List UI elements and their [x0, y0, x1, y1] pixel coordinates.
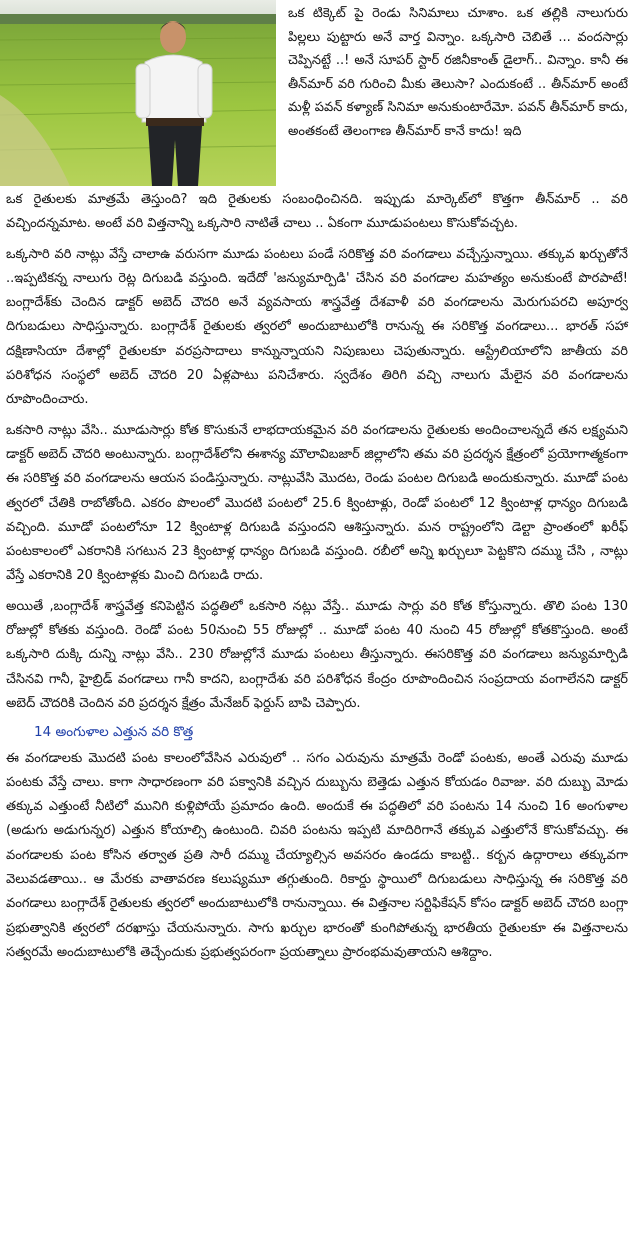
paragraph: అయితే ,బంగ్లాదేశ్ శాస్త్రవేత్త కనిపెట్టిన పద్ధతిలో ఒకసారి నట్లు వేస్తే.. మూడు సార్లు వరి కోత కోస్తున్నారు. తొలి పంట 130 రోజుల్లో కోతకు వస్తుంది. రెండో పంట 50నుంచి 55 రోజుల్లో .. మూడో పంట 40 నుంచి 45 రోజుల్లో కోతకొస్తుంది. అంటే ఒక్కసారి దుక్కి దున్ని నాట్లు వేసి.. 230 రోజుల్లోనే మూడు పంటలు తీస్తున్నారు. ఈసరికొత్త వరి వంగడాలు జన్యుమార్పిడి చేసినవి గానీ, హైబ్రిడ్ వంగడాలు గానీ కాదని, బంగ్లాదేశు వరి పరిశోధన కేంద్రం రూపొందించిన సంప్రదాయ వంగాలేనని డాక్టర్ అబెద్ చౌదరికి చెందిన వరి ప్రదర్శన క్షేత్రం మేనేజర్ ఫెర్దుస్ బాపి చెప్పారు. [6, 598, 628, 711]
article-body [6, 188, 628, 969]
paragraph: ఒక రైతులకు మాత్రమే తెస్తుంది? ఇది రైతులకు సంబంధించినది. ఇప్పుడు మార్కెట్‌లో కొత్తగా తీన్‌మార్ .. వరి వచ్చిందన్నమాట. అంటే వరి విత్తనాన్ని ఒక్కసారి నాటితే చాలు .. ఏకంగా మూడుపంటలు కొసుకోవచ్చట. [6, 192, 628, 232]
intro-paragraph: ఒక టిక్కెట్ పై రెండు సినిమాలు చూశాం. ఒక తల్లికి నాలుగురు పిల్లలు పుట్టారు అనే వార్త విన్నాం. ఒక్కసారి చెబితే ... వందసార్లు చెప్పినట్టే ..! అనే సూపర్ స్టార్ రజినీకాంత్ డైలాగ్.. విన్నాం. కానీ ఈ తీన్‌మార్ వరి గురించి మీకు తెలుసా? ఎందుకంటే .. తీన్‌మార్ అంటే మళ్లీ పవన్ కళ్యాణ్ సినిమా అనుకుంటారేమో. పవన్ తీన్‌మార్ కాదు, అంతకంటే తెలంగాణ తీన్‌మార్ కానే కాదు! ఇది [288, 6, 628, 139]
paragraph: ఈ వంగడాలకు మొదటి పంట కాలంలోవేసిన ఎరువులో .. సగం ఎరువును మాత్రమే రెండో పంటకు, అంతే ఎరువు మూడు పంటకు వేస్తే చాలు. కాగా సాధారణంగా వరి పక్వానికి వచ్చిన దుబ్బును బెత్తెడు ఎత్తున కోయడం రివాజు. వరి దుబ్బు మోడు తక్కువ ఎత్తుంటే నీటిలో మునిగి కుళ్లిపోయే ప్రమాదం ఉంది. అందుకే ఈ పద్ధతిలో వరి పంటను 14 నుంచి 16 అంగుళాల (అడుగు అడుగున్నర) ఎత్తున కోయాల్సి ఉంటుంది. చివరి పంటను ఇప్పటి మాదిరిగానే తక్కువ ఎత్తులోనే కొసుకోవచ్చు. ఈ వంగడాలకు పంట కోసిన తర్వాత ప్రతి సారీ దమ్ము చేయ్యాల్సిన అవసరం ఉండదు కాబట్టి.. కర్బన ఉద్గారాలు తక్కువగా వెలువడతాయి.. ఆ మేరకు వాతావరణ కలుష్యమూ తగ్గుతుంది. రికార్డు స్థాయిలో దిగుబడులు సాధిస్తున్న ఈ సరికొత్త వరి వంగడాలు బంగ్లాదేశ్ రైతులకు త్వరలో అందుబాటులోకి రానున్నాయి. ఈ విత్తనాల సర్టిఫికేషన్ కోసం డాక్టర్ అబెద్ చౌదరి బంగ్లా ప్రభుత్వానికి త్వరలో దరఖాస్తు చేయనున్నారు. సాగు ఖర్చుల భారంతో కుంగిపోతున్న భారతీయ రైతులకూ ఈ విత్తనాలను సత్వరమే అందుబాటులోకి తెచ్చేందుకు ప్రభుత్వపరంగా ప్రయత్నాలు ప్రారంభమవుతాయని ఆశిద్దాం. [6, 750, 628, 960]
section-subheading: 14 అంగుళాల ఎత్తున వరి కొత్త [34, 724, 194, 741]
article-photo [0, 0, 276, 186]
rice-field-scientist-image [0, 0, 276, 186]
paragraph: ఒక్కసారి వరి నాట్లు వేస్తే చాలాఉ వరుసగా మూడు పంటలు పండే సరికొత్త వరి వంగడాలు వచ్చేస్తున్నాయి. తక్కువ ఖర్చుతోనే ..ఇప్పటికన్న నాలుగు రెట్ల దిగుబడి వస్తుంది. ఇదేదో 'జన్యుమార్పిడి' చేసిన వరి వంగడాల మహత్యం అనుకుంటే పొరపాటే! బంగ్లాదేశ్‌కు చెందిన డాక్టర్ అబెద్ చౌదరి అనే వ్యవసాయ శాస్త్రవేత్త దేశవాళీ వరి వంగడాలను మెరుగుపరచి అపూర్వ దిగుబడులు సాధిస్తున్నారు. బంగ్లాదేశ్ రైతులకు త్వరలో అందుబాటులోకి రానున్న ఈ సరికొత్త వంగడాలు... భారత్ సహా దక్షిణాసియా దేశాల్లో రైతులకూ వరప్రసాదాలు కాన్నున్నాయని నిపుణులు చెపుతున్నారు. ఆస్ట్రేలియాలోని జాతీయ వరి పరిశోధన సంస్థలో అబెద్ చౌదరి 20 ఏళ్లపాటు పనిచేశారు. స్వదేశం తిరిగి వచ్చి నాలుగు మేలైన వరి వంగడాలను రూపొందించారు. [6, 246, 628, 408]
paragraph: ఒకసారి నాట్లు వేసి.. మూడుసార్లు కోత కొసుకునే లాభదాయకమైన వరి వంగడాలను రైతులకు అందించాలన్నదే తన లక్ష్యమని డాక్టర్ అబెద్ చౌదరి అంటున్నారు. బంగ్లాదేశ్‌లోని ఈశాన్య మౌలావిబజార్ జిల్లాలోని తమ వరి ప్రదర్శన క్షేత్రంలో ప్రయోగాత్మకంగా ఈ సరికొత్త వరి వంగడాలను ఆయన పండిస్తున్నారు. నాట్లువేసి మొదట, రెండు పంటల దిగుబడి అందుకున్నారు. మూడో పంట త్వరలో చేతికి రాబోతోంది. ఎకరం పొలంలో మొదటి పంటలో 25.6 క్వింటాళ్లు, రెండో పంటలో 12 క్వింటాళ్ల ధాన్యం దిగుబడి వచ్చింది. మూడో పంటలోనూ 12 క్వింటాళ్ల దిగుబడి వస్తుందని ఆశిస్తున్నారు. మన రాష్ట్రంలోని డెల్టా ప్రాంతంలో ఖరీఫ్ పంటకాలంలో ఎకరానికి సగటున 23 క్వింటాళ్ల ధాన్యం దిగుబడి వస్తుంది. రబీలో అన్ని ఖర్చులూ పెట్టకొని దమ్ము చేసి , నాట్లు వేస్తే ఎకరానికి 20 క్వింటాళ్లకు మించి దిగుబడి రాదు. [6, 422, 628, 584]
